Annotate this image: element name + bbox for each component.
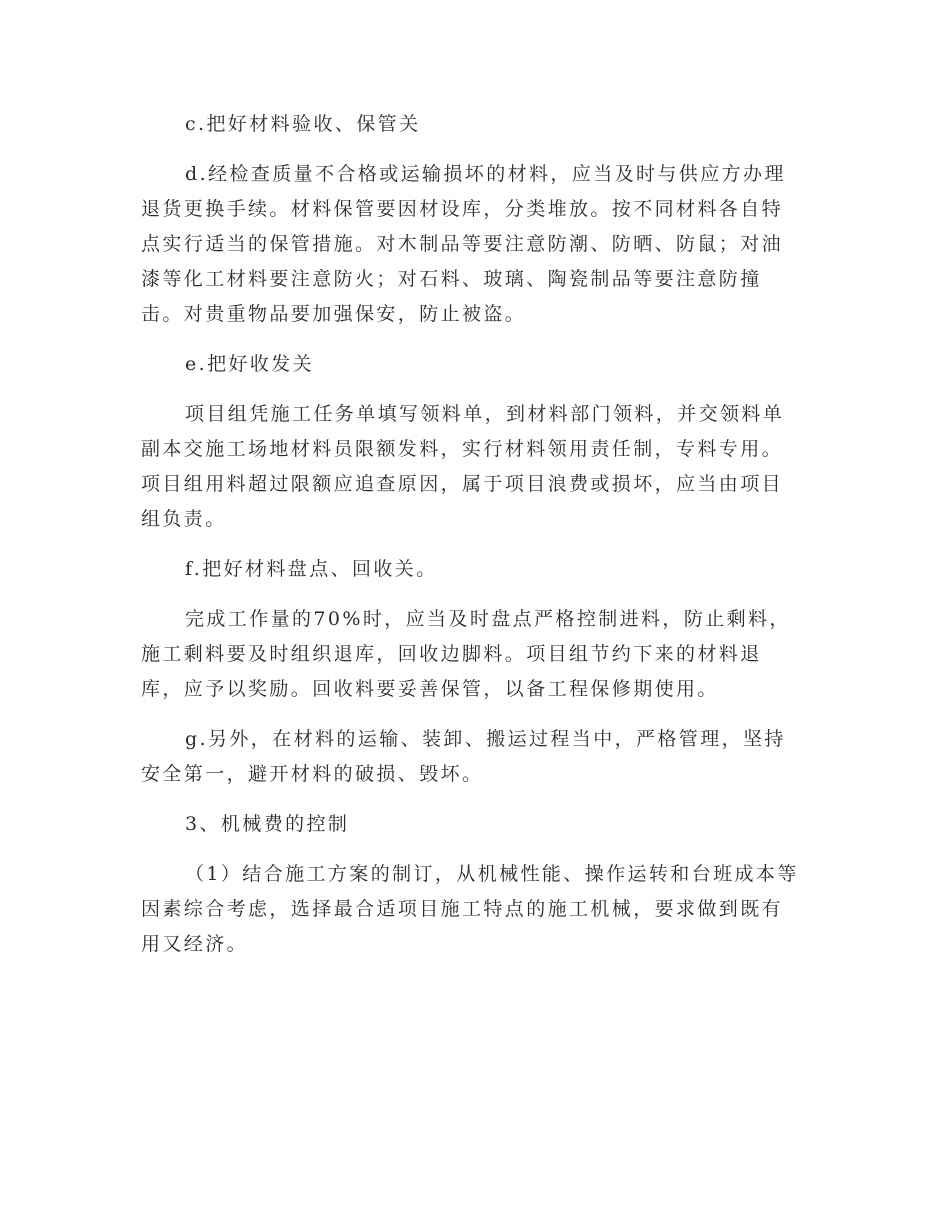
section-heading-e: e.把好收发关 (185, 353, 315, 375)
paragraph-material-requisition: 项目组凭施工任务单填写领料单，到材料部门领料，并交领料单副本交施工场地材料员限额发料，实行材料领用责任制，专料专用。项目组用料超过限额应追查原因，属于项目浪费或损坏，应当由项目组负责。 (141, 403, 785, 530)
section-heading-machinery-cost: 3、机械费的控制 (185, 813, 350, 835)
section-heading-c: c.把好材料验收、保管关 (185, 113, 421, 135)
paragraph-inventory-recovery: 完成工作量的70%时，应当及时盘点严格控制进料，防止剩料，施工剩料要及时组织退库，回收边脚料。项目组节约下来的材料退库，应予以奖励。回收料要妥善保管，以备工程保修期使用。 (141, 608, 791, 700)
paragraph-g-transport: g.另外，在材料的运输、装卸、搬运过程当中，严格管理，坚持安全第一，避开材料的破损、毁坏。 (141, 728, 786, 785)
section-heading-f: f.把好材料盘点、回收关。 (185, 558, 438, 580)
paragraph-d-material-storage: d.经检查质量不合格或运输损坏的材料，应当及时与供应方办理退货更换手续。材料保管要因材设库，分类堆放。按不同材料各自特点实行适当的保管措施。对木制品等要注意防潮、防晒、防鼠；对油漆等化工材料要注意防火；对石料、玻璃、陶瓷制品等要注意防撞击。对贵重物品要加强保安，防止被盗。 (141, 163, 786, 325)
document-body (141, 107, 801, 977)
paragraph-machinery-selection: （1）结合施工方案的制订，从机械性能、操作运转和台班成本等因素综合考虑，选择最合适项目施工特点的施工机械，要求做到既有用又经济。 (141, 863, 799, 955)
